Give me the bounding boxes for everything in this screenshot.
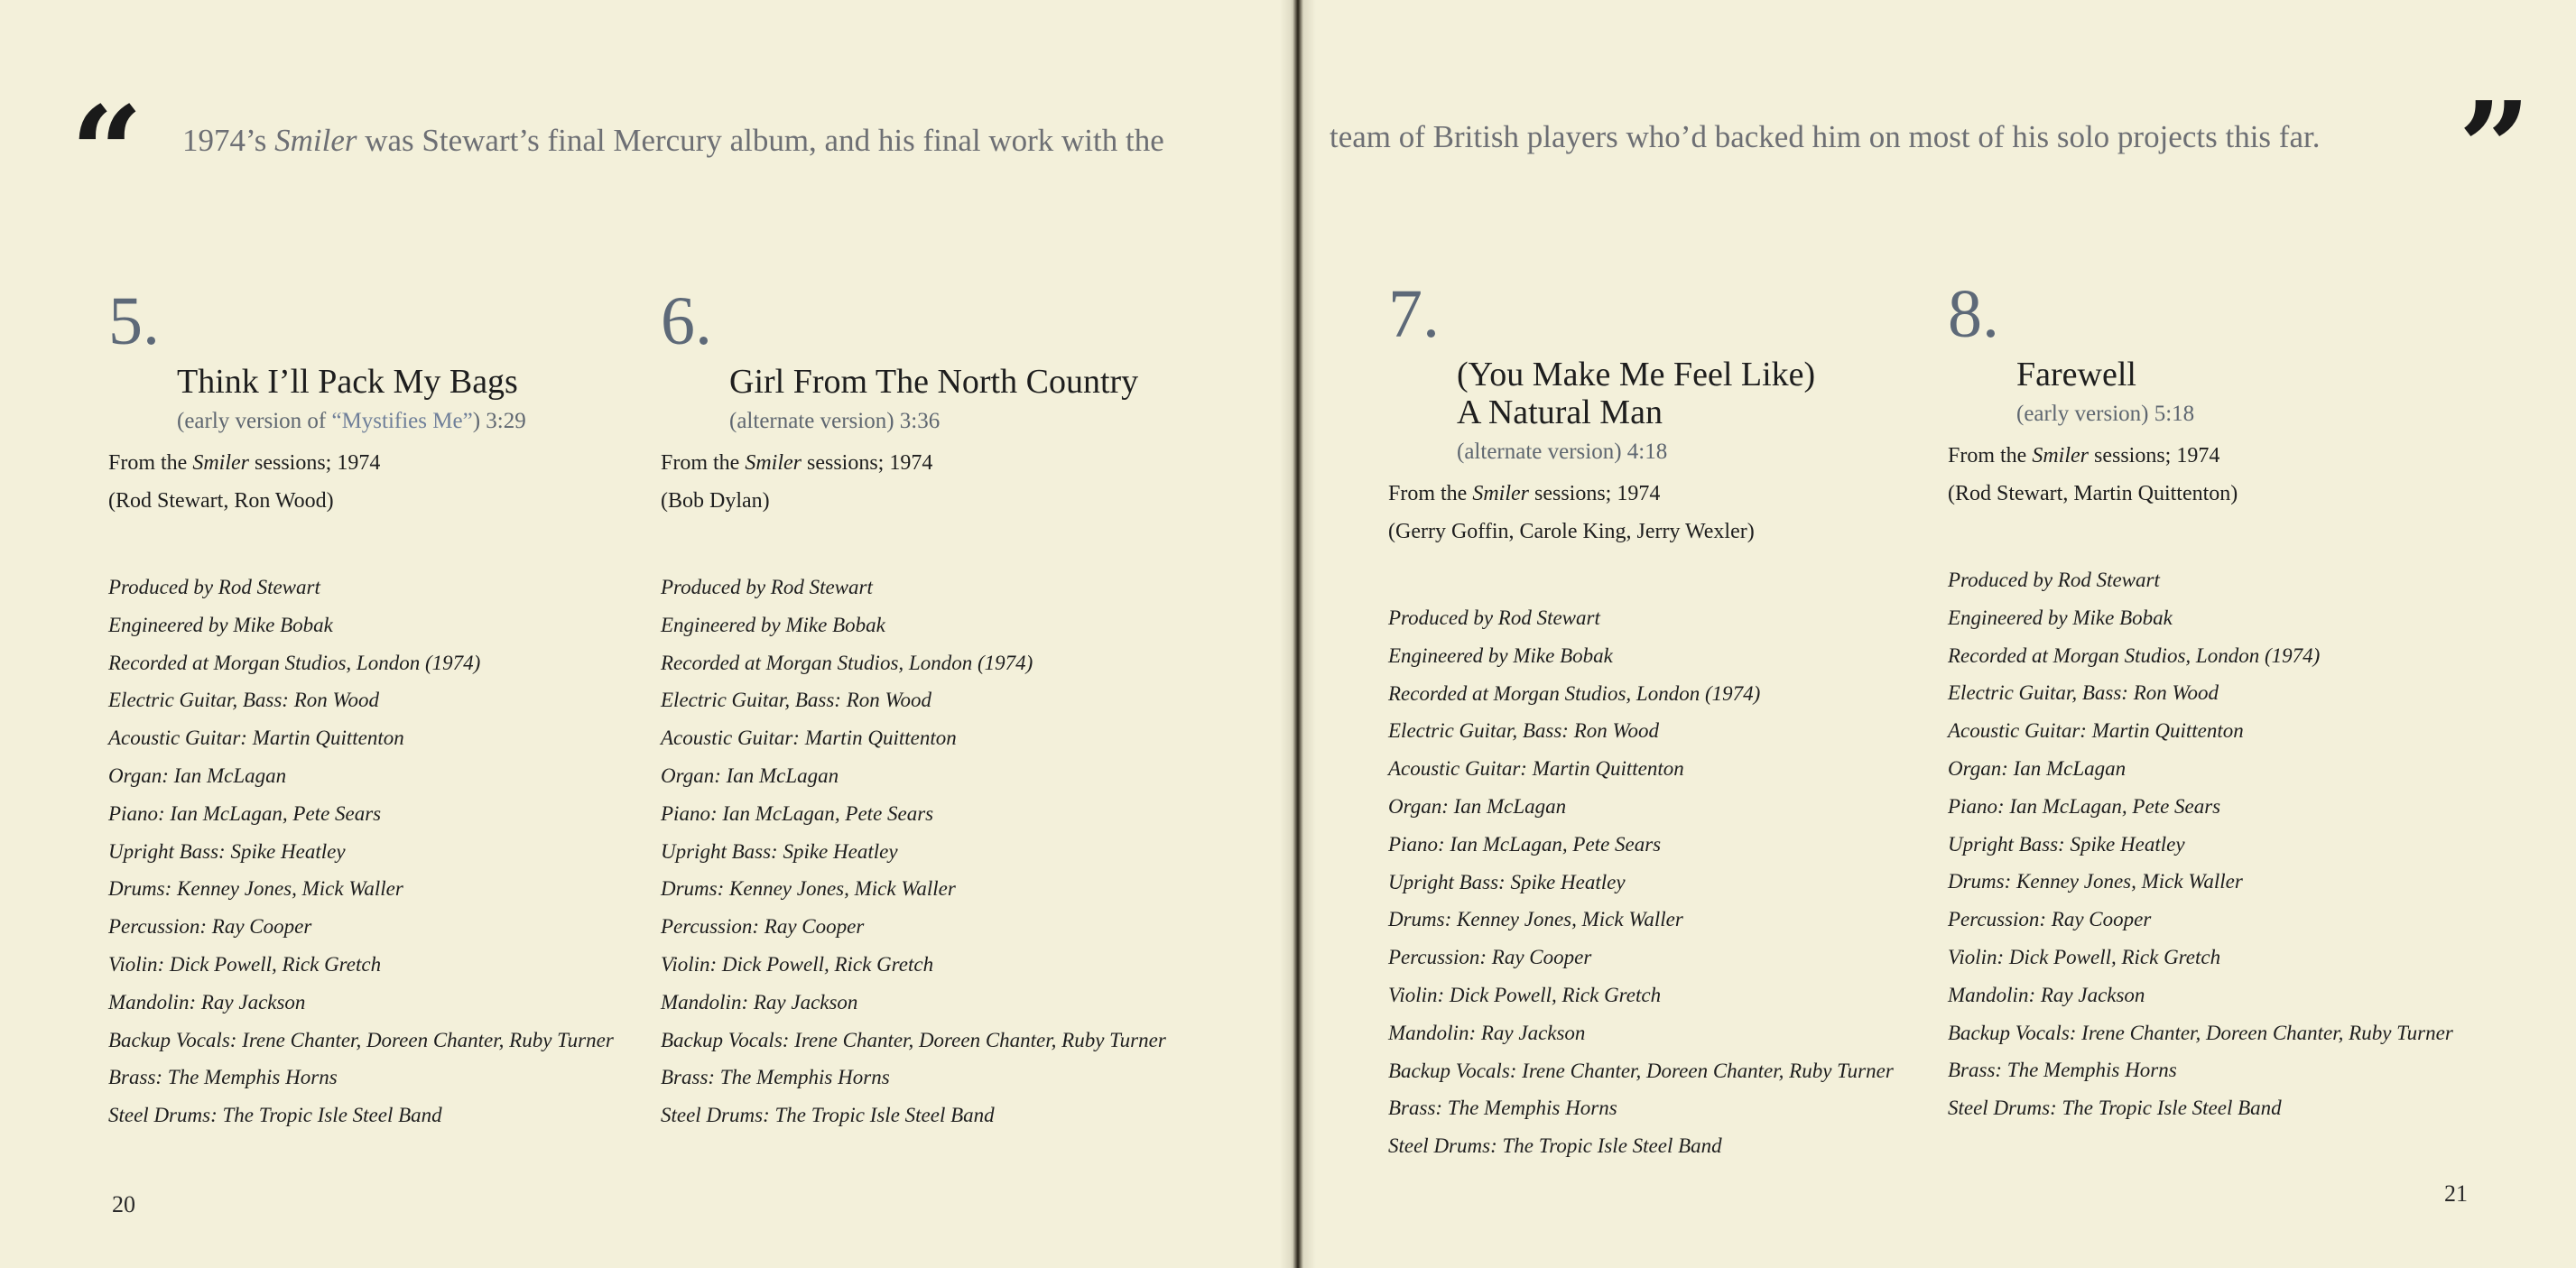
track-writers: (Rod Stewart, Ron Wood)	[108, 489, 334, 513]
credit-line: Brass: The Memphis Horns	[661, 1066, 890, 1089]
pull-quote-left-pre: 1974’s	[182, 123, 275, 158]
pull-quote-right: team of British players who’d backed him on most of his solo projects this far.	[1330, 119, 2321, 154]
track-title	[177, 363, 614, 401]
credit-line: Mandolin: Ray Jackson	[661, 990, 858, 1013]
track-title	[729, 363, 1166, 401]
track-credits	[108, 569, 614, 1134]
credit-line: Upright Bass: Spike Heatley	[108, 839, 346, 863]
credit-line: Engineered by Mike Bobak	[661, 613, 885, 636]
track-title-line: Farewell	[2016, 356, 2136, 393]
credit-line: Drums: Kenney Jones, Mick Waller	[661, 877, 956, 901]
credit-line: Piano: Ian McLagan, Pete Sears	[1388, 832, 1662, 856]
credit-line: Violin: Dick Powell, Rick Gretch	[1388, 983, 1662, 1006]
credit-line: Electric Guitar, Bass: Ron Wood	[1948, 681, 2219, 705]
credit-line: Recorded at Morgan Studios, London (1974)	[1948, 643, 2321, 667]
credit-line: Brass: The Memphis Horns	[108, 1066, 338, 1089]
credit-line: Engineered by Mike Bobak	[108, 613, 333, 636]
track-credits	[661, 569, 1166, 1134]
credit-line: Upright Bass: Spike Heatley	[1388, 870, 1626, 893]
credit-line: Violin: Dick Powell, Rick Gretch	[108, 952, 382, 976]
credit-line: Backup Vocals: Irene Chanter, Doreen Chanter, Ruby Turner	[108, 1028, 614, 1051]
credit-line: Steel Drums: The Tropic Isle Steel Band	[1388, 1134, 1722, 1158]
credit-line: Electric Guitar, Bass: Ron Wood	[108, 689, 380, 712]
credit-line: Produced by Rod Stewart	[108, 576, 320, 598]
track-title-line: (You Make Me Feel Like)	[1457, 356, 1816, 393]
track-title-line: Think I’ll Pack My Bags	[177, 363, 518, 401]
track-number: 8.	[1948, 276, 1999, 352]
credit-line: Percussion: Ray Cooper	[1948, 908, 2152, 931]
credit-line: Violin: Dick Powell, Rick Gretch	[661, 952, 934, 976]
credit-line: Mandolin: Ray Jackson	[108, 990, 306, 1013]
track-title	[2016, 356, 2453, 393]
track-writers: (Bob Dylan)	[661, 489, 770, 513]
credit-line: Brass: The Memphis Horns	[1388, 1097, 1617, 1120]
pull-quote-left-post: was Stewart’s final Mercury album, and his final work with the	[357, 123, 1164, 158]
page-number-left: 20	[112, 1191, 135, 1217]
track-source-post: sessions; 1974	[2089, 444, 2220, 467]
track-source-post: sessions; 1974	[249, 451, 381, 475]
track-source-album: Smiler	[745, 451, 802, 475]
track-source-album: Smiler	[192, 451, 249, 475]
track-block	[1388, 276, 1894, 1165]
credit-line: Brass: The Memphis Horns	[1948, 1059, 2177, 1082]
credit-line: Backup Vocals: Irene Chanter, Doreen Chanter, Ruby Turner	[661, 1028, 1166, 1051]
track-version-post: ) 3:29	[472, 409, 526, 433]
credit-line: Electric Guitar, Bass: Ron Wood	[1388, 719, 1660, 743]
pull-quote-left	[182, 123, 1164, 159]
credit-line: Acoustic Guitar: Martin Quittenton	[1388, 757, 1684, 781]
track-number: 5.	[108, 283, 160, 359]
track-title-line: Girl From The North Country	[729, 363, 1139, 401]
track-writers: (Rod Stewart, Martin Quittenton)	[1948, 482, 2238, 505]
page-number-right: 21	[2444, 1180, 2468, 1207]
credit-line: Recorded at Morgan Studios, London (1974)	[108, 651, 481, 674]
book-gutter	[1280, 0, 1316, 1268]
track-number: 6.	[661, 283, 712, 359]
credit-line: Piano: Ian McLagan, Pete Sears	[108, 801, 382, 825]
track-block	[108, 283, 614, 1134]
credit-line: Mandolin: Ray Jackson	[1388, 1021, 1586, 1044]
track-block	[661, 283, 1166, 1134]
track-writers: (Gerry Goffin, Carole King, Jerry Wexler)	[1388, 520, 1755, 543]
track-source-album: Smiler	[1472, 482, 1529, 505]
track-title	[1457, 356, 1894, 431]
open-quote-mark: “	[70, 79, 144, 227]
credit-line: Violin: Dick Powell, Rick Gretch	[1948, 945, 2221, 968]
track-source-pre: From the	[661, 451, 746, 475]
credit-line: Produced by Rod Stewart	[661, 576, 873, 598]
track-source	[1948, 437, 2453, 513]
credit-line: Recorded at Morgan Studios, London (1974)	[1388, 681, 1761, 705]
credit-line: Percussion: Ray Cooper	[661, 915, 865, 939]
credit-line: Organ: Ian McLagan	[1388, 794, 1567, 818]
credit-line: Acoustic Guitar: Martin Quittenton	[1948, 719, 2244, 743]
credit-line: Acoustic Guitar: Martin Quittenton	[661, 727, 957, 750]
track-version-pre: (early version of	[177, 409, 332, 433]
track-number: 7.	[1388, 276, 1440, 352]
credit-line: Produced by Rod Stewart	[1388, 606, 1600, 629]
track-source	[108, 444, 614, 520]
credit-line: Produced by Rod Stewart	[1948, 569, 2160, 591]
track-version	[729, 406, 1166, 437]
credit-line: Percussion: Ray Cooper	[108, 915, 312, 939]
track-version	[2016, 399, 2453, 430]
track-source-post: sessions; 1974	[1529, 482, 1661, 505]
track-source-pre: From the	[1388, 482, 1473, 505]
credit-line: Backup Vocals: Irene Chanter, Doreen Chanter, Ruby Turner	[1948, 1021, 2453, 1044]
track-source-post: sessions; 1974	[802, 451, 933, 475]
track-version	[1457, 437, 1894, 467]
credit-line: Recorded at Morgan Studios, London (1974)	[661, 651, 1033, 674]
credit-line: Organ: Ian McLagan	[661, 764, 839, 787]
track-version-pre: (early version) 5:18	[2016, 402, 2195, 426]
credit-line: Drums: Kenney Jones, Mick Waller	[1388, 908, 1683, 931]
credit-line: Piano: Ian McLagan, Pete Sears	[1948, 794, 2221, 818]
credit-line: Engineered by Mike Bobak	[1388, 643, 1613, 667]
credit-line: Steel Drums: The Tropic Isle Steel Band	[108, 1104, 442, 1127]
track-version-pre: (alternate version) 3:36	[729, 409, 941, 433]
track-version-pre: (alternate version) 4:18	[1457, 440, 1668, 464]
credit-line: Piano: Ian McLagan, Pete Sears	[661, 801, 934, 825]
credit-line: Steel Drums: The Tropic Isle Steel Band	[1948, 1097, 2282, 1120]
track-source-pre: From the	[1948, 444, 2033, 467]
credit-line: Upright Bass: Spike Heatley	[1948, 832, 2185, 856]
track-source-album: Smiler	[2032, 444, 2089, 467]
credit-line: Drums: Kenney Jones, Mick Waller	[1948, 870, 2243, 893]
credit-line: Percussion: Ray Cooper	[1388, 946, 1592, 969]
track-source	[661, 444, 1166, 520]
track-source-pre: From the	[108, 451, 193, 475]
close-quote-mark: ”	[2458, 75, 2531, 223]
credit-line: Engineered by Mike Bobak	[1948, 606, 2173, 629]
credit-line: Steel Drums: The Tropic Isle Steel Band	[661, 1104, 995, 1127]
credit-line: Electric Guitar, Bass: Ron Wood	[661, 689, 932, 712]
credit-line: Backup Vocals: Irene Chanter, Doreen Chanter, Ruby Turner	[1388, 1059, 1894, 1082]
pull-quote-album: Smiler	[274, 123, 357, 158]
credit-line: Drums: Kenney Jones, Mick Waller	[108, 877, 403, 901]
track-version	[177, 406, 614, 437]
track-block	[1948, 276, 2453, 1127]
track-source	[1388, 475, 1894, 551]
track-credits	[1388, 599, 1894, 1165]
credit-line: Upright Bass: Spike Heatley	[661, 839, 898, 863]
credit-line: Organ: Ian McLagan	[108, 764, 287, 787]
credit-line: Organ: Ian McLagan	[1948, 756, 2127, 780]
track-version-quote: “Mystifies Me”	[331, 409, 473, 433]
credit-line: Mandolin: Ray Jackson	[1948, 983, 2145, 1006]
credit-line: Acoustic Guitar: Martin Quittenton	[108, 727, 404, 750]
track-title-line: A Natural Man	[1457, 393, 1663, 431]
track-credits	[1948, 561, 2453, 1127]
